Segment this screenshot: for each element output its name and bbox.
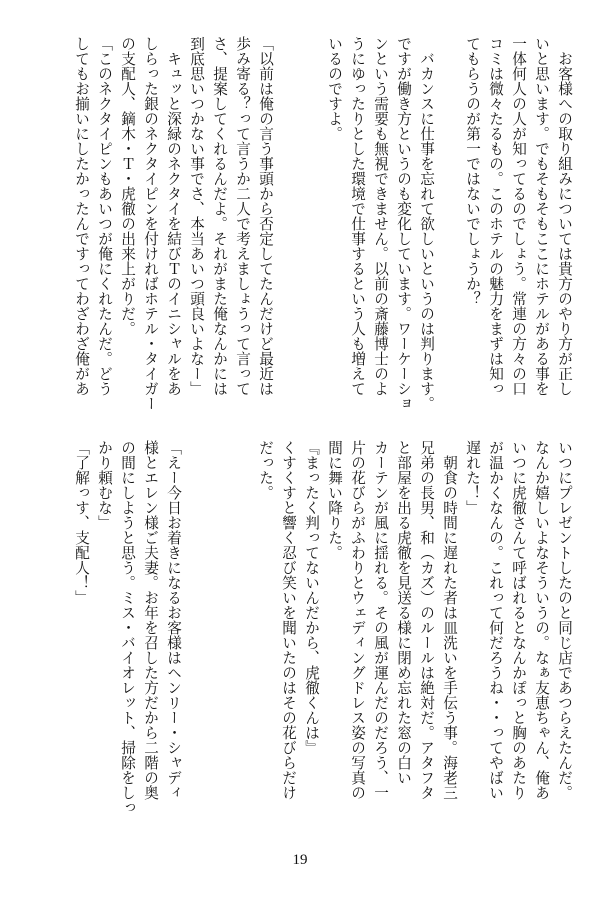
text-column: カーテンが風に揺れる。その風が運んだのだろう、一 — [372, 440, 389, 800]
text-column: なんか嬉しいよなそういうの。なぁ友恵ちゃん、俺あ — [533, 440, 550, 800]
text-column: 様とエレン様ご夫妻。お年を召した方だから二階の奥 — [142, 440, 159, 800]
text-column: 到底思いつかない事でさ、本当あいつ頭良いよなー」 — [188, 36, 205, 396]
text-column: 間に舞い降りた。 — [326, 440, 343, 560]
text-column: 「以前は俺の言う事頭から否定してたんだけど最近は — [257, 36, 274, 396]
text-column: うにゆったりとした環境で仕事するという人も増えて — [349, 36, 366, 396]
text-column: 歩み寄る？って言うか二人で考えましょうって言って — [234, 36, 251, 396]
text-column: くすくすと響く忍び笑いを聞いたのはその花びらだけ — [280, 440, 297, 800]
text-column: 遅れた！」 — [464, 440, 481, 515]
text-column: と部屋を出る虎徹を見送る様に閉め忘れた窓の白い — [395, 440, 412, 785]
text-column: てもらうのが第一ではないでしょうか？ — [464, 36, 481, 306]
text-column: してもお揃いにしたかったんですってわざわざ俺があ — [73, 36, 90, 396]
text-column: かり頼むな」 — [96, 440, 113, 530]
text-column — [300, 36, 323, 420]
text-column: いつにプレゼントしたのと同じ店であつらえたんだ。 — [556, 440, 573, 800]
text-column — [208, 440, 231, 822]
text-column: キュッと深緑のネクタイを結びＴのイニシャルをあ — [165, 36, 182, 396]
text-column: 兄弟の長男、和（カズ）のルールは絶対だ。アタフタ — [418, 440, 435, 800]
text-column: ですが働き方というのも変化しています。ワーケーショ — [395, 36, 412, 411]
text-column: しらった銀のネクタイピンを付ければホテル・タイガー — [142, 36, 159, 411]
text-column — [277, 36, 300, 420]
text-column: バカンスに仕事を忘れて欲しいというのは判ります。 — [418, 36, 435, 411]
text-column: いるのですよ。 — [326, 36, 343, 141]
lower-text-block — [30, 440, 576, 822]
text-column — [185, 440, 208, 822]
text-column: ンという需要も無視できません。以前の斎藤博士のよ — [372, 36, 389, 396]
upper-text-block — [30, 36, 576, 420]
text-column: いつに虎徹さんて呼ばれるとなんかぽっと胸のあたり — [510, 440, 527, 800]
text-column: 「えー今日お着きになるお客様はヘンリー・シャディ — [165, 440, 182, 800]
text-column: 「了解っす、支配人！」 — [73, 440, 90, 605]
text-column: 『まったく判ってないんだから、虎徹くんは』 — [303, 440, 320, 755]
text-column: の間にしようと思う。ミス・バイオレット、掃除をしっ — [119, 440, 136, 815]
text-column: 朝食の時間に遅れた者は皿洗いを手伝う事。海老三 — [441, 440, 458, 800]
text-column: だった。 — [257, 440, 274, 500]
text-column: の支配人、鏑木・Ｔ・虎徹の出来上がりだ。 — [119, 36, 136, 336]
text-column: が温かくなんの。これって何だろうね・・ってやばい — [487, 440, 504, 800]
text-column: コミは微々たるもの。このホテルの魅力をまずは知っ — [487, 36, 504, 396]
page-number: 19 — [292, 852, 308, 868]
text-column: いと思います。でもそもそもここにホテルがある事を — [533, 36, 550, 396]
text-column: 「このネクタイピンもあいつが俺にくれたんだ。どう — [96, 36, 113, 396]
text-column: さ、提案してくれるんだよ。それがまた俺なんかには — [211, 36, 228, 396]
text-column — [438, 36, 461, 420]
text-column — [231, 440, 254, 822]
text-column: お客様への取り組みについては貴方のやり方が正し — [556, 36, 573, 396]
text-column: 片の花びらがふわりとウェディングドレス姿の写真の — [349, 440, 366, 800]
text-column: 一体何人の人が知ってるのでしょう。常連の方々の口 — [510, 36, 527, 396]
